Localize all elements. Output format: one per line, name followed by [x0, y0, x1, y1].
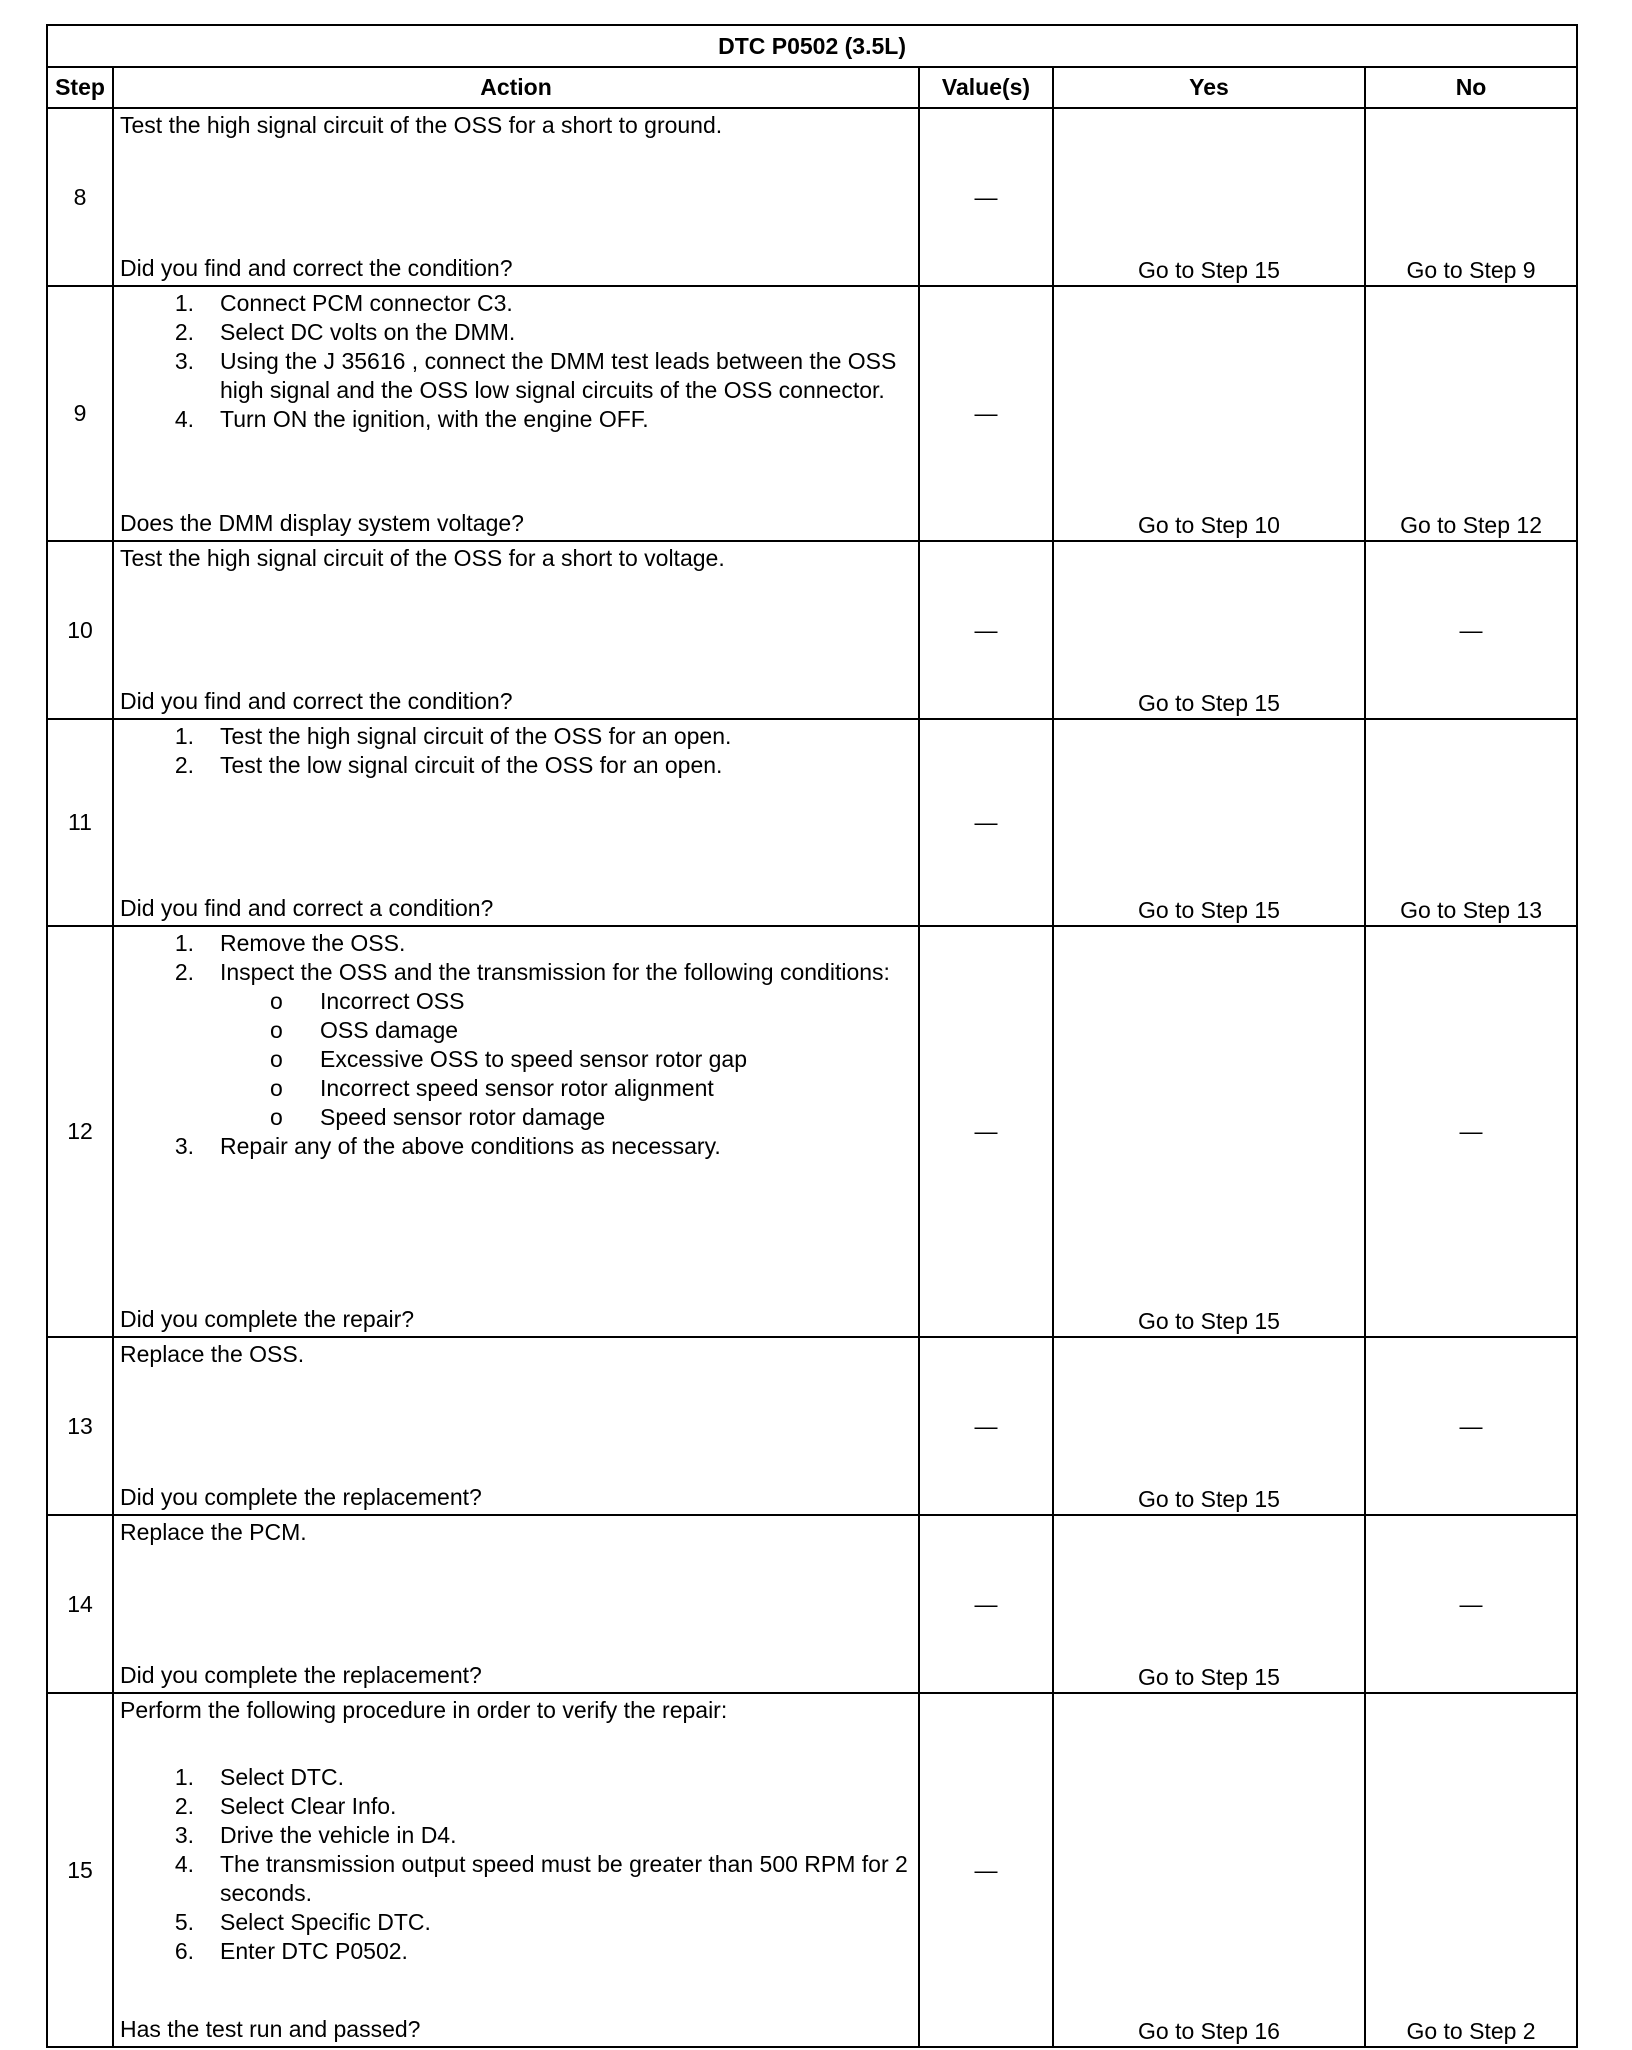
condition-list — [120, 987, 912, 1132]
list-item: Select DTC. — [220, 1764, 344, 1790]
header-no: No — [1365, 67, 1577, 108]
value-cell: — — [919, 1693, 1053, 2047]
action-cell — [113, 926, 919, 1337]
step-number: 14 — [47, 1515, 113, 1693]
action-cell — [113, 719, 919, 926]
list-item: Connect PCM connector C3. — [220, 290, 513, 316]
list-item: Repair any of the above conditions as necessary. — [220, 1133, 721, 1159]
no-cell: Go to Step 2 — [1365, 1693, 1577, 2047]
step-number: 12 — [47, 926, 113, 1337]
action-question: Did you find and correct the condition? — [120, 688, 513, 714]
no-cell: — — [1365, 1337, 1577, 1515]
yes-cell: Go to Step 15 — [1053, 541, 1365, 719]
table-row — [47, 541, 1577, 719]
header-yes: Yes — [1053, 67, 1365, 108]
list-item: Select DC volts on the DMM. — [220, 319, 516, 345]
condition-item: o OSS damage — [320, 1016, 912, 1045]
table-row — [47, 1337, 1577, 1515]
action-cell — [113, 1515, 919, 1693]
table-row — [47, 926, 1577, 1337]
step-number: 10 — [47, 541, 113, 719]
action-lead: Test the high signal circuit of the OSS for a short to ground. — [120, 112, 723, 138]
action-cell — [113, 108, 919, 286]
value-cell: — — [919, 286, 1053, 541]
no-cell: — — [1365, 926, 1577, 1337]
yes-cell: Go to Step 15 — [1053, 1515, 1365, 1693]
no-cell: Go to Step 9 — [1365, 108, 1577, 286]
condition-item: o Speed sensor rotor damage — [320, 1103, 912, 1132]
condition-item: o Incorrect speed sensor rotor alignment — [320, 1074, 912, 1103]
action-question: Does the DMM display system voltage? — [120, 510, 524, 536]
step-number: 15 — [47, 1693, 113, 2047]
procedure-list — [120, 1763, 912, 1966]
list-item: Enter DTC P0502. — [220, 1938, 408, 1964]
list-item-text: Inspect the OSS and the transmission for the following conditions: — [220, 959, 890, 985]
yes-cell: Go to Step 15 — [1053, 926, 1365, 1337]
action-question: Did you complete the replacement? — [120, 1484, 482, 1510]
list-item: The transmission output speed must be greater than 500 RPM for 2 seconds. — [220, 1851, 908, 1906]
action-question: Did you complete the replacement? — [120, 1662, 482, 1688]
yes-cell: Go to Step 15 — [1053, 1337, 1365, 1515]
yes-cell: Go to Step 10 — [1053, 286, 1365, 541]
list-item: Select Specific DTC. — [220, 1909, 431, 1935]
action-cell — [113, 1337, 919, 1515]
procedure-list — [120, 722, 912, 780]
list-item: Test the high signal circuit of the OSS for an open. — [220, 723, 732, 749]
header-values: Value(s) — [919, 67, 1053, 108]
no-cell: Go to Step 12 — [1365, 286, 1577, 541]
action-lead: Replace the PCM. — [120, 1519, 307, 1545]
yes-cell: Go to Step 16 — [1053, 1693, 1365, 2047]
list-item: Select Clear Info. — [220, 1793, 397, 1819]
dtc-table — [46, 24, 1578, 2048]
no-cell: Go to Step 13 — [1365, 719, 1577, 926]
table-row — [47, 719, 1577, 926]
condition-item: o Incorrect OSS — [320, 987, 912, 1016]
action-question: Did you find and correct the condition? — [120, 255, 513, 281]
action-question: Did you find and correct a condition? — [120, 895, 494, 921]
header-action: Action — [113, 67, 919, 108]
step-number: 13 — [47, 1337, 113, 1515]
table-row — [47, 286, 1577, 541]
action-question: Has the test run and passed? — [120, 2016, 421, 2042]
yes-cell: Go to Step 15 — [1053, 719, 1365, 926]
step-number: 8 — [47, 108, 113, 286]
yes-cell: Go to Step 15 — [1053, 108, 1365, 286]
action-question: Did you complete the repair? — [120, 1306, 415, 1332]
list-item — [220, 958, 912, 1132]
action-lead: Replace the OSS. — [120, 1341, 305, 1367]
step-number: 11 — [47, 719, 113, 926]
action-lead: Perform the following procedure in order to verify the repair: — [120, 1697, 728, 1723]
list-item: Test the low signal circuit of the OSS for an open. — [220, 752, 723, 778]
table-row — [47, 108, 1577, 286]
list-item: Remove the OSS. — [220, 930, 406, 956]
step-number: 9 — [47, 286, 113, 541]
condition-item: o Excessive OSS to speed sensor rotor gap — [320, 1045, 912, 1074]
action-lead: Test the high signal circuit of the OSS for a short to voltage. — [120, 545, 725, 571]
action-cell — [113, 1693, 919, 2047]
list-item: Drive the vehicle in D4. — [220, 1822, 457, 1848]
table-row — [47, 1693, 1577, 2047]
value-cell: — — [919, 108, 1053, 286]
action-cell — [113, 541, 919, 719]
action-cell — [113, 286, 919, 541]
value-cell: — — [919, 1337, 1053, 1515]
procedure-list — [120, 289, 912, 434]
table-row — [47, 1515, 1577, 1693]
no-cell: — — [1365, 541, 1577, 719]
table-title: DTC P0502 (3.5L) — [47, 25, 1577, 67]
header-step: Step — [47, 67, 113, 108]
value-cell: — — [919, 1515, 1053, 1693]
value-cell: — — [919, 541, 1053, 719]
procedure-list — [120, 929, 912, 1161]
value-cell: — — [919, 926, 1053, 1337]
list-item: Using the J 35616 , connect the DMM test leads between the OSS high signal and the OSS low signal circuits of the OSS connector. — [220, 348, 897, 403]
value-cell: — — [919, 719, 1053, 926]
list-item: Turn ON the ignition, with the engine OFF. — [220, 406, 649, 432]
no-cell: — — [1365, 1515, 1577, 1693]
